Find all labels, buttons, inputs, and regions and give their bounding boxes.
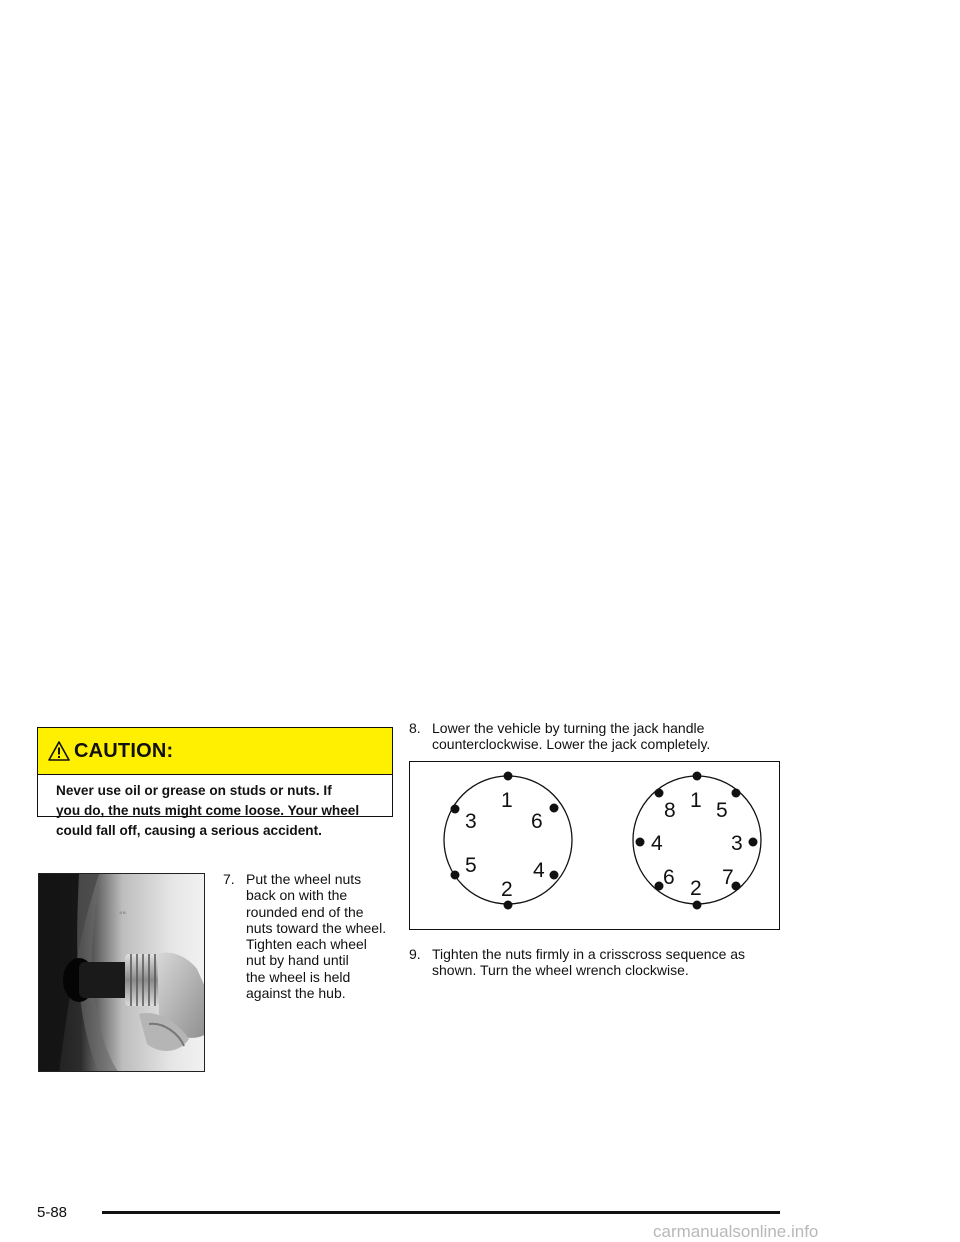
lug-number: 2 [690,877,702,900]
footer-rule [102,1211,780,1214]
lug-number: 4 [651,832,663,855]
caution-title: CAUTION: [74,739,174,762]
lug-number: 6 [663,866,675,889]
step-number: 8. [409,720,421,736]
lug-stud [693,901,702,910]
lug-number: 1 [690,789,702,812]
step-number: 9. [409,946,421,962]
step-line: back on with the [246,887,348,904]
step-line: Tighten each wheel [246,936,367,953]
lug-stud [504,772,513,781]
lug-stud [550,871,559,880]
step-line: Put the wheel nuts [246,871,362,887]
eight-lug-pattern [633,772,761,910]
step-line: counterclockwise. Lower the jack completely. [432,736,711,753]
page-number: 5-88 [37,1204,68,1221]
caution-box [37,727,393,838]
wheel-nut-photo [38,873,205,1072]
step-line: against the hub. [246,985,346,1002]
step-number: 7. [223,871,235,887]
watermark: carmanualsonline.info [653,1222,819,1241]
lug-number: 2 [501,878,513,901]
lug-nut-pattern-diagram [409,761,780,930]
lug-stud [550,804,559,813]
lug-number: 8 [664,799,676,822]
caution-line: Never use oil or grease on studs or nuts. If [56,783,332,798]
lug-stud [636,838,645,847]
lug-number: 7 [722,866,734,889]
svg-text:▪▪: ▪▪ [119,908,127,919]
caution-line: you do, the nuts might come loose. Your wheel [56,803,360,818]
warning-triangle-icon [48,741,70,761]
lug-number: 3 [731,832,743,855]
step-9 [409,946,789,979]
step-8 [409,720,789,753]
lug-number: 5 [716,799,728,822]
step-line: shown. Turn the wheel wrench clockwise. [432,962,689,979]
step-line: the wheel is held [246,968,351,985]
step-line: Lower the vehicle by turning the jack handle [432,720,705,736]
lug-stud [451,871,460,880]
six-lug-pattern [444,772,572,910]
lug-number: 5 [465,854,477,877]
lug-number: 3 [465,810,477,833]
lug-stud [655,789,664,798]
caution-line: could fall off, causing a serious accident. [56,823,322,838]
lug-stud [693,772,702,781]
step-7 [223,871,388,1001]
step-line: rounded end of the [246,903,364,920]
lug-stud [451,805,460,814]
lug-stud [749,838,758,847]
step-line: nut by hand until [246,952,349,969]
caution-text [38,775,392,841]
caution-header [38,728,392,775]
lug-number: 1 [501,789,513,812]
lug-number: 6 [531,810,543,833]
lug-number: 4 [533,859,545,882]
step-line: nuts toward the wheel. [246,919,387,936]
lug-stud [504,901,513,910]
lug-stud [732,789,741,798]
step-line: Tighten the nuts firmly in a crisscross sequence as [432,946,746,962]
